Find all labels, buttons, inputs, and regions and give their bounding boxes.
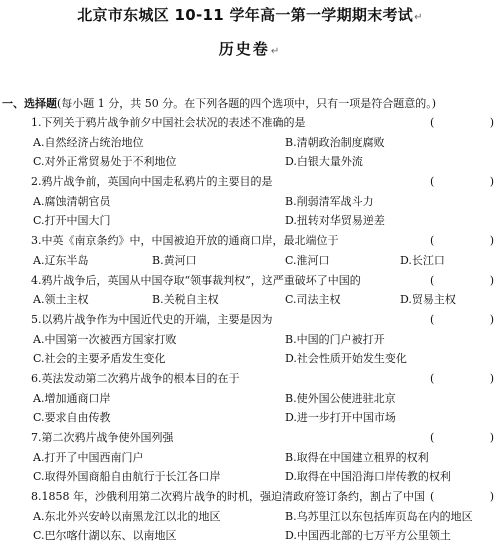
answer-option[interactable]: A.辽东半岛 xyxy=(33,253,89,267)
exam-subtitle-text: 历史卷 xyxy=(218,40,270,58)
answer-blank[interactable] xyxy=(430,369,494,389)
option-row xyxy=(0,330,500,350)
section-instructions: (每小题 1 分，共 50 分。在下列各题的四个选项中，只有一项是符合题意的。) xyxy=(57,97,437,110)
answer-option[interactable]: A.腐蚀清朝官员 xyxy=(33,194,111,208)
answer-blank-close: ) xyxy=(489,431,494,444)
answer-option[interactable]: C.取得外国商船自由航行于长江各口岸 xyxy=(33,470,221,484)
answer-option[interactable]: D.社会性质开始发生变化 xyxy=(285,352,407,366)
answer-option[interactable]: D.中国西北部的七万平方公里领土 xyxy=(285,529,451,543)
answer-blank[interactable] xyxy=(430,172,494,192)
option-row xyxy=(0,349,500,369)
answer-option[interactable]: B.削弱清军战斗力 xyxy=(285,194,374,208)
answer-blank-close: ) xyxy=(489,116,494,129)
answer-option[interactable]: D.取得在中国沿海口岸传教的权利 xyxy=(285,470,451,484)
question-stem-row xyxy=(0,487,500,507)
option-row xyxy=(0,152,500,172)
answer-blank[interactable] xyxy=(430,310,494,330)
exam-title-text: 北京市东城区 10-11 学年高一第一学期期末考试 xyxy=(77,6,414,24)
question-stem-row xyxy=(0,231,500,251)
question-stem-row xyxy=(0,310,500,330)
question-stem: 1.下列关于鸦片战争前夕中国社会状况的表述不准确的是 xyxy=(31,116,306,129)
question-stem: 4.鸦片战争后，英国从中国夺取“领事裁判权”，这严重破坏了中国的 xyxy=(31,273,361,287)
answer-blank-open: ( xyxy=(430,371,435,385)
option-row xyxy=(0,526,500,546)
answer-blank-close: ) xyxy=(489,371,494,385)
question-stem-row xyxy=(0,428,500,448)
answer-option[interactable]: B.关税自主权 xyxy=(152,293,219,307)
answer-blank[interactable] xyxy=(430,271,494,291)
answer-blank[interactable] xyxy=(430,428,494,448)
exam-subtitle xyxy=(0,38,500,59)
option-row xyxy=(0,507,500,527)
answer-option[interactable]: A.自然经济占统治地位 xyxy=(33,135,144,149)
answer-option[interactable]: A.领土主权 xyxy=(33,293,89,307)
answer-option[interactable]: A.中国第一次被西方国家打败 xyxy=(33,332,177,346)
answer-blank-close: ) xyxy=(489,490,494,504)
answer-blank-open: ( xyxy=(430,490,435,504)
paragraph-mark-icon: ↵ xyxy=(414,12,423,23)
answer-option[interactable]: B.中国的门户被打开 xyxy=(285,332,385,346)
answer-option[interactable]: C.社会的主要矛盾发生变化 xyxy=(33,352,166,366)
answer-blank-open: ( xyxy=(430,431,435,444)
option-row xyxy=(0,408,500,428)
answer-blank[interactable] xyxy=(430,487,494,507)
answer-blank-open: ( xyxy=(430,312,435,326)
question-stem-row xyxy=(0,113,500,133)
answer-option[interactable]: B.使外国公使进驻北京 xyxy=(285,391,396,405)
paragraph-mark-icon: ↵ xyxy=(270,46,282,57)
section-heading xyxy=(2,95,498,111)
answer-option[interactable]: D.进一步打开中国市场 xyxy=(285,411,396,425)
answer-blank-open: ( xyxy=(430,273,435,287)
answer-option[interactable]: C.司法主权 xyxy=(285,293,341,307)
answer-option[interactable]: A.打开了中国西南门户 xyxy=(33,450,144,464)
answer-option[interactable]: C.巴尔喀什湖以东、以南地区 xyxy=(33,529,177,543)
answer-blank-close: ) xyxy=(489,234,494,248)
answer-option[interactable]: B.黄河口 xyxy=(152,253,197,267)
answer-option[interactable]: C.淮河口 xyxy=(285,253,330,267)
answer-option[interactable]: C.要求自由传教 xyxy=(33,411,111,425)
option-row xyxy=(0,467,500,487)
section-heading-label: 一、选择题 xyxy=(2,97,57,110)
question-stem: 7.第二次鸦片战争使外国列强 xyxy=(31,431,174,444)
answer-blank[interactable] xyxy=(430,113,494,133)
answer-blank-open: ( xyxy=(430,175,435,189)
option-row xyxy=(0,133,500,153)
question-stem-row xyxy=(0,369,500,389)
question-stem: 6.英法发动第二次鸦片战争的根本目的在于 xyxy=(31,371,240,385)
answer-option[interactable]: A.增加通商口岸 xyxy=(33,391,111,405)
answer-blank-open: ( xyxy=(430,116,435,129)
option-row xyxy=(0,290,500,310)
exam-title xyxy=(0,4,500,25)
answer-blank-open: ( xyxy=(430,234,435,248)
answer-blank[interactable] xyxy=(430,231,494,251)
question-stem: 5.以鸦片战争作为中国近代史的开端，主要是因为 xyxy=(31,312,273,326)
answer-option[interactable]: B.清朝政治制度腐败 xyxy=(285,135,385,149)
answer-option[interactable]: B.取得在中国建立租界的权利 xyxy=(285,450,429,464)
option-row xyxy=(0,211,500,231)
answer-option[interactable]: A.东北外兴安岭以南黑龙江以北的地区 xyxy=(33,509,221,523)
question-stem-row xyxy=(0,271,500,291)
answer-option[interactable]: C.对外正常贸易处于不利地位 xyxy=(33,155,177,169)
option-row xyxy=(0,389,500,409)
answer-blank-close: ) xyxy=(489,273,494,287)
question-stem: 2.鸦片战争前，英国向中国走私鸦片的主要目的是 xyxy=(31,175,273,189)
option-row xyxy=(0,251,500,271)
answer-blank-close: ) xyxy=(489,312,494,326)
option-row xyxy=(0,192,500,212)
answer-option[interactable]: C.打开中国大门 xyxy=(33,214,111,228)
option-row xyxy=(0,448,500,468)
answer-blank-close: ) xyxy=(489,175,494,189)
question-list xyxy=(0,113,500,546)
answer-option[interactable]: B.乌苏里江以东包括库页岛在内的地区 xyxy=(285,509,473,523)
question-stem: 8.1858 年，沙俄利用第二次鸦片战争的时机，强迫清政府签订条约，割占了中国 xyxy=(31,490,425,504)
question-stem: 3.中英《南京条约》中，中国被迫开放的通商口岸，最北端位于 xyxy=(31,234,339,248)
question-stem-row xyxy=(0,172,500,192)
answer-option[interactable]: D.贸易主权 xyxy=(400,293,456,307)
answer-option[interactable]: D.扭转对华贸易逆差 xyxy=(285,214,385,228)
answer-option[interactable]: D.白银大量外流 xyxy=(285,155,363,169)
answer-option[interactable]: D.长江口 xyxy=(400,253,445,267)
